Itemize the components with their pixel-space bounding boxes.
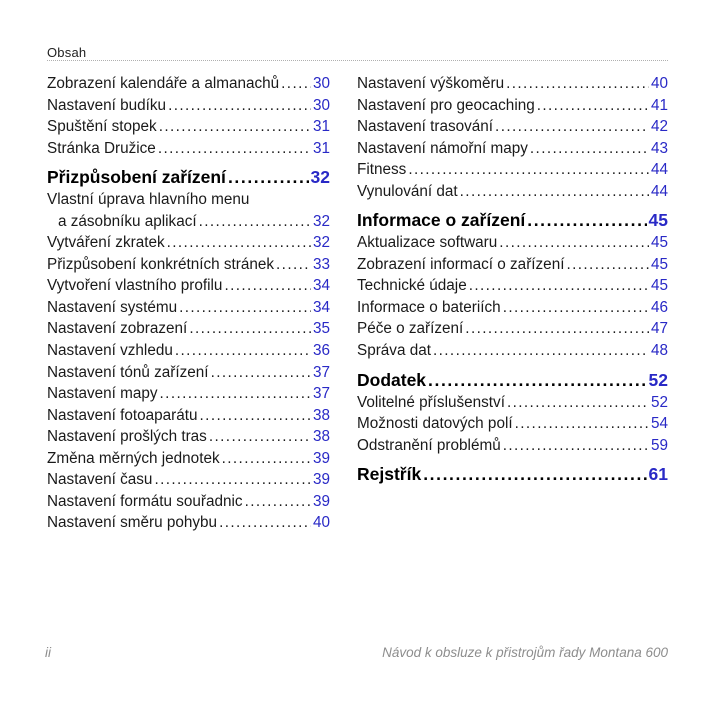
toc-page-number: 45 <box>650 234 668 252</box>
toc-entry-label: Vynulování dat <box>357 182 458 200</box>
toc-entry-label: Nastavení zobrazení <box>47 320 188 338</box>
toc-entry-label: Přizpůsobení zařízení <box>47 167 226 188</box>
toc-entry-row[interactable] <box>357 392 668 414</box>
dot-leader <box>219 512 311 534</box>
toc-page-number: 44 <box>650 182 668 200</box>
toc-entry-row[interactable] <box>357 181 668 203</box>
toc-page-number: 54 <box>650 415 668 433</box>
toc-entry-label: Stránka Družice <box>47 139 156 157</box>
header-divider-rule <box>47 60 668 62</box>
dot-leader <box>160 383 311 405</box>
toc-entry-row[interactable] <box>47 383 330 405</box>
footer-page-number: ii <box>45 645 51 660</box>
toc-entry-label: Nastavení směru pohybu <box>47 514 218 532</box>
toc-entry-label: Informace o zařízení <box>357 210 526 231</box>
toc-entry-row[interactable] <box>47 362 330 384</box>
toc-entry-label: Nastavení času <box>47 471 153 489</box>
dot-leader <box>158 138 311 160</box>
toc-entry-row[interactable] <box>47 340 330 362</box>
dot-leader <box>503 297 649 319</box>
toc-columns <box>47 73 668 534</box>
dot-leader <box>281 73 311 95</box>
toc-entry-label: Nastavení vzhledu <box>47 342 173 360</box>
toc-entry-row[interactable] <box>47 232 330 254</box>
toc-page-number: 38 <box>312 406 330 424</box>
toc-page-number: 36 <box>312 342 330 360</box>
toc-entry-row[interactable] <box>357 95 668 117</box>
toc-page-number: 31 <box>312 139 330 157</box>
toc-entry-label: Vytvoření vlastního profilu <box>47 277 223 295</box>
toc-entry-label: Vytváření zkratek <box>47 234 165 252</box>
toc-entry-row[interactable] <box>357 138 668 160</box>
toc-page-number: 37 <box>312 385 330 403</box>
dot-leader <box>566 254 649 276</box>
toc-entry-row[interactable] <box>47 138 330 160</box>
toc-entry-row[interactable] <box>47 469 330 491</box>
toc-page-number: 42 <box>650 118 668 136</box>
toc-entry-label: Nastavení námořní mapy <box>357 139 528 157</box>
dot-leader <box>200 405 311 427</box>
dot-leader <box>460 181 649 203</box>
toc-entry-label: Nastavení tónů zařízení <box>47 363 209 381</box>
toc-entry-label: Správa dat <box>357 342 431 360</box>
toc-page-number: 30 <box>312 96 330 114</box>
toc-entry-row[interactable] <box>47 254 330 276</box>
toc-entry-row[interactable] <box>357 413 668 435</box>
toc-entry-row[interactable] <box>357 435 668 457</box>
toc-page-number: 32 <box>312 234 330 252</box>
toc-entry-label: Fitness <box>357 161 407 179</box>
toc-entry-row[interactable] <box>357 232 668 254</box>
toc-entry-label: Nastavení budíku <box>47 96 167 114</box>
toc-entry-label: Nastavení systému <box>47 298 178 316</box>
dot-leader <box>537 95 649 117</box>
dot-leader <box>503 435 649 457</box>
toc-entry-row[interactable] <box>357 254 668 276</box>
dot-leader <box>228 165 309 189</box>
toc-page-number: 30 <box>312 75 330 92</box>
dot-leader <box>469 275 649 297</box>
toc-page-number: 33 <box>312 255 330 273</box>
toc-heading-row[interactable] <box>357 368 668 392</box>
toc-entry-label: Nastavení mapy <box>47 385 158 403</box>
toc-entry-row[interactable] <box>47 275 330 297</box>
dot-leader <box>499 232 649 254</box>
toc-entry-label: Aktualizace softwaru <box>357 234 498 252</box>
toc-entry-label: Dodatek <box>357 369 427 390</box>
toc-entry-row[interactable] <box>47 318 330 340</box>
toc-entry-row[interactable] <box>47 189 330 211</box>
toc-entry-label: Nastavení fotoaparátu <box>47 406 198 424</box>
toc-page-number: 40 <box>312 514 330 532</box>
dot-leader <box>245 491 311 513</box>
toc-entry-label: Nastavení prošlých tras <box>47 428 207 446</box>
toc-page-number: 34 <box>312 277 330 295</box>
page-footer <box>45 645 668 660</box>
footer-document-title: Návod k obsluze k přistrojům řady Montana 600 <box>382 645 668 660</box>
dot-leader <box>209 426 311 448</box>
toc-page-number: 46 <box>650 298 668 316</box>
toc-page-number: 37 <box>312 363 330 381</box>
toc-entry-label: Možnosti datových polí <box>357 415 513 433</box>
toc-page-number: 41 <box>650 96 668 114</box>
toc-entry-label: Nastavení trasování <box>357 118 494 136</box>
toc-entry-label: Volitelné příslušenství <box>357 393 505 411</box>
toc-entry-label: Zobrazení kalendáře a almanachů <box>47 75 280 92</box>
toc-entry-row[interactable] <box>47 512 330 534</box>
dot-leader <box>433 340 649 362</box>
toc-entry-label: Změna měrných jednotek <box>47 449 220 467</box>
toc-entry-label: Zobrazení informací o zařízení <box>357 255 565 273</box>
toc-entry-label: Technické údaje <box>357 277 467 295</box>
dot-leader <box>465 318 649 340</box>
dot-leader <box>189 318 311 340</box>
toc-page-number: 44 <box>650 161 668 179</box>
toc-page-number: 52 <box>648 369 668 390</box>
toc-page-number: 39 <box>312 492 330 510</box>
toc-page-number: 47 <box>650 320 668 338</box>
dot-leader <box>276 254 311 276</box>
dot-leader <box>175 340 311 362</box>
toc-entry-row[interactable] <box>357 340 668 362</box>
toc-entry-row[interactable] <box>47 405 330 427</box>
toc-entry-label: a zásobníku aplikací <box>58 212 197 230</box>
dot-leader <box>211 362 311 384</box>
toc-heading-row[interactable] <box>47 165 330 189</box>
toc-page-number: 45 <box>650 277 668 295</box>
toc-heading-row[interactable] <box>357 208 668 232</box>
dot-leader <box>507 392 649 414</box>
toc-entry-label: Informace o bateriích <box>357 298 501 316</box>
toc-entry-row[interactable] <box>357 297 668 319</box>
toc-entry-label: Rejstřík <box>357 464 422 485</box>
dot-leader <box>159 116 311 138</box>
toc-page-number: 61 <box>648 464 668 485</box>
toc-page-number: 39 <box>312 449 330 467</box>
dot-leader <box>222 448 311 470</box>
dot-leader <box>515 413 649 435</box>
toc-page-number: 39 <box>312 471 330 489</box>
toc-column-left <box>47 73 330 534</box>
toc-entry-label: Vlastní úprava hlavního menu <box>47 191 250 209</box>
toc-entry-row[interactable] <box>47 73 330 95</box>
toc-heading-row[interactable] <box>357 462 668 486</box>
toc-entry-row[interactable] <box>47 95 330 117</box>
toc-page-number: 31 <box>312 118 330 136</box>
toc-entry-label: Odstranění problémů <box>357 436 501 454</box>
toc-page-number: 38 <box>312 428 330 446</box>
dot-leader <box>168 95 311 117</box>
dot-leader <box>154 469 311 491</box>
toc-entry-row[interactable] <box>47 297 330 319</box>
dot-leader <box>428 368 646 392</box>
toc-entry-row[interactable] <box>357 116 668 138</box>
dot-leader <box>224 275 311 297</box>
dot-leader <box>506 73 649 95</box>
toc-page-number: 43 <box>650 139 668 157</box>
toc-entry-row[interactable] <box>357 318 668 340</box>
toc-entry-label: Nastavení výškoměru <box>357 75 505 92</box>
toc-page-number: 32 <box>310 167 330 188</box>
toc-page-number: 45 <box>648 210 668 231</box>
dot-leader <box>527 208 646 232</box>
toc-entry-row[interactable] <box>357 159 668 181</box>
toc-page-number: 40 <box>650 75 668 92</box>
toc-entry-row[interactable] <box>47 491 330 513</box>
dot-leader <box>199 211 311 233</box>
toc-page-number: 59 <box>650 436 668 454</box>
toc-entry-label: Přizpůsobení konkrétních stránek <box>47 255 275 273</box>
dot-leader <box>423 462 646 486</box>
toc-entry-row[interactable] <box>47 116 330 138</box>
page-header-title: Obsah <box>47 45 87 60</box>
toc-page-number: 45 <box>650 255 668 273</box>
dot-leader <box>408 159 649 181</box>
toc-entry-label: Péče o zařízení <box>357 320 464 338</box>
toc-page-number: 48 <box>650 342 668 360</box>
toc-entry-row[interactable] <box>357 73 668 95</box>
toc-page-number: 35 <box>312 320 330 338</box>
dot-leader <box>167 232 311 254</box>
toc-page-number: 52 <box>650 393 668 411</box>
toc-entry-row[interactable] <box>47 448 330 470</box>
toc-entry-label: Nastavení formátu souřadnic <box>47 492 243 510</box>
toc-entry-row[interactable] <box>47 211 330 233</box>
toc-entry-row[interactable] <box>47 426 330 448</box>
dot-leader <box>530 138 649 160</box>
toc-page-number: 34 <box>312 298 330 316</box>
toc-page-number: 32 <box>312 212 330 230</box>
toc-entry-row[interactable] <box>357 275 668 297</box>
toc-column-right <box>357 73 668 534</box>
dot-leader <box>495 116 649 138</box>
dot-leader <box>179 297 311 319</box>
toc-entry-label: Nastavení pro geocaching <box>357 96 535 114</box>
toc-entry-label: Spuštění stopek <box>47 118 157 136</box>
